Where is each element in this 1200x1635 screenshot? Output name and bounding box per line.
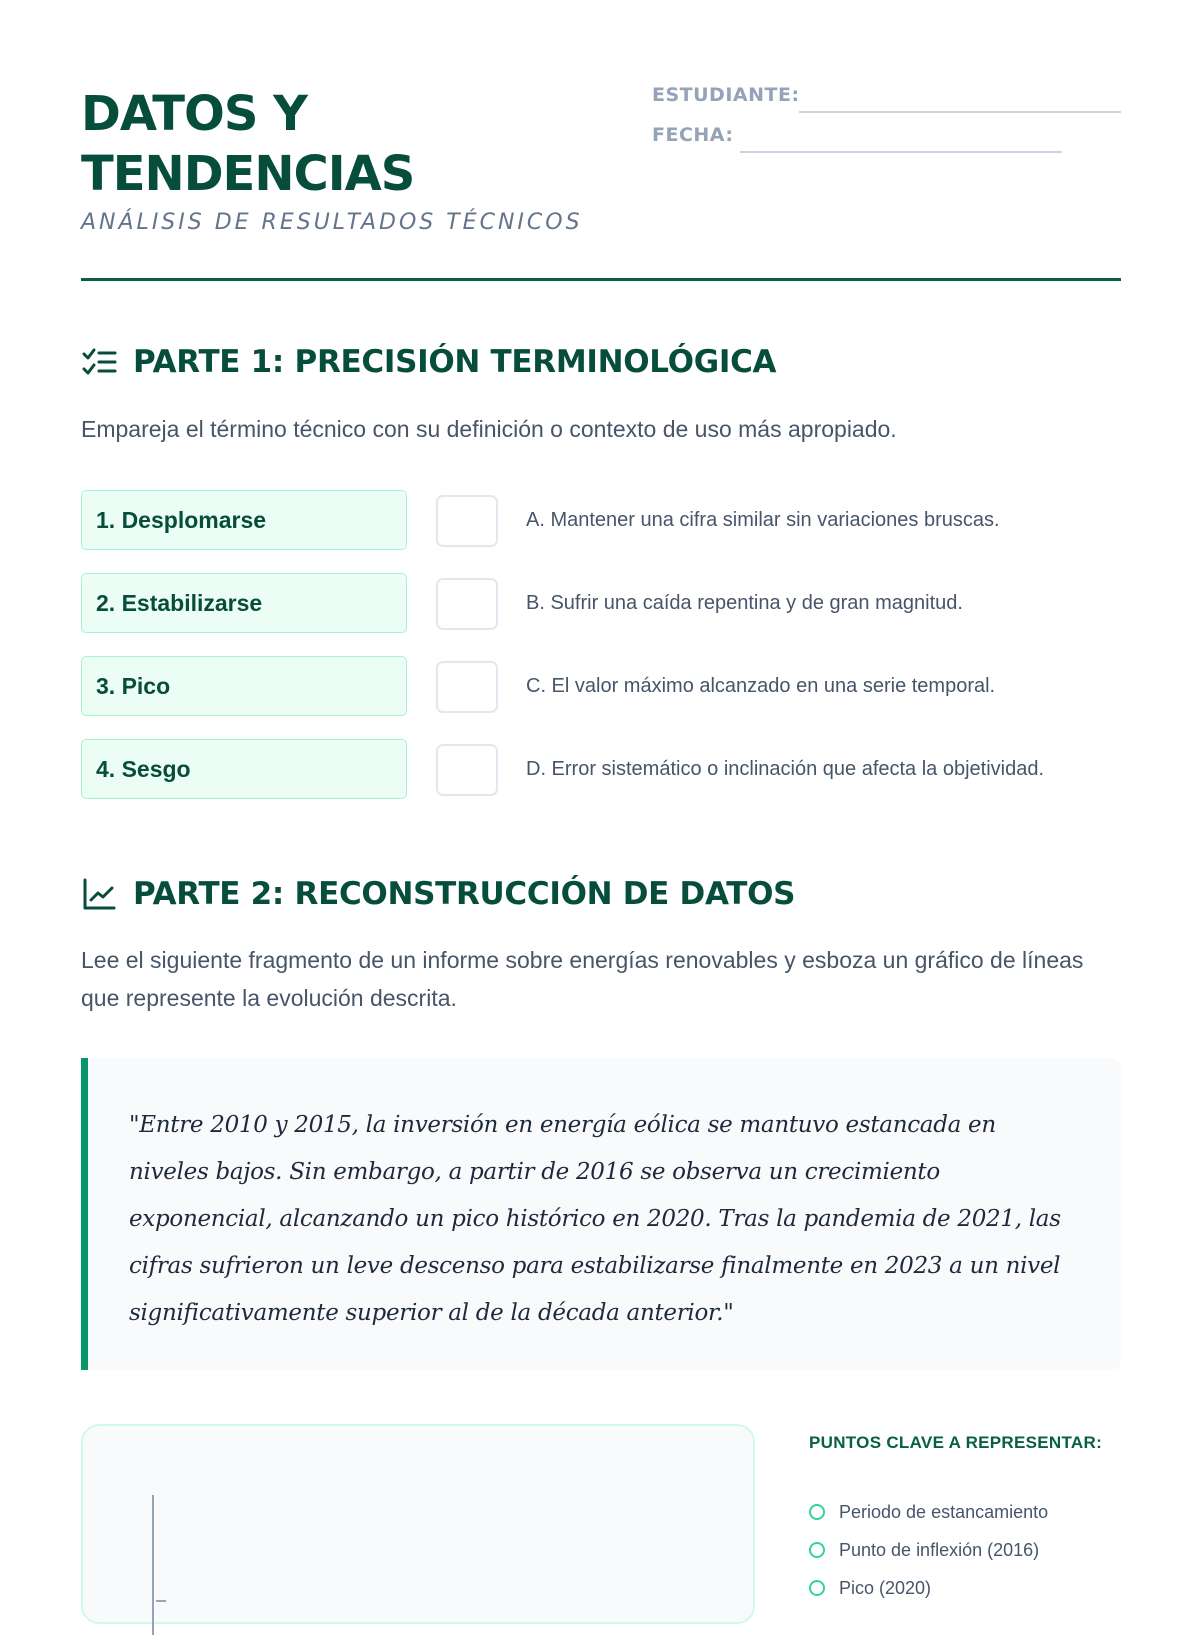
date-field[interactable]: [740, 151, 1062, 153]
circle-icon[interactable]: [809, 1504, 825, 1520]
part1-instructions: Empareja el término técnico con su definición o contexto de uso más apropiado.: [81, 416, 897, 442]
match-row: [81, 573, 1121, 635]
page-title: [81, 84, 414, 204]
key-points-title: PUNTOS CLAVE A REPRESENTAR:: [809, 1433, 1103, 1452]
y-axis-tick: [156, 1600, 166, 1602]
part1-heading: [81, 342, 776, 382]
term-label: 3. Pico: [81, 656, 407, 716]
date-row: [652, 124, 1121, 164]
date-label: FECHA:: [652, 124, 734, 146]
term-label: 1. Desplomarse: [81, 490, 407, 550]
key-point-label: Pico (2020): [839, 1577, 932, 1598]
student-label: ESTUDIANTE:: [652, 84, 800, 106]
title-line-2: TENDENCIAS: [81, 146, 415, 202]
student-name-field[interactable]: [799, 111, 1121, 113]
definition-text: A. Mantener una cifra similar sin variaciones bruscas.: [526, 509, 1000, 531]
match-row: [81, 490, 1121, 552]
part2-title: PARTE 2: RECONSTRUCCIÓN DE DATOS: [133, 876, 796, 912]
title-line-1: DATOS Y: [81, 86, 307, 142]
part2-heading: [81, 874, 795, 914]
answer-box[interactable]: [436, 578, 498, 630]
definition-text: B. Sufrir una caída repentina y de gran magnitud.: [526, 592, 963, 614]
definition-text: C. El valor máximo alcanzado en una serie temporal.: [526, 675, 996, 697]
circle-icon[interactable]: [809, 1580, 825, 1596]
key-points-panel: [809, 1433, 1129, 1598]
student-row: [652, 84, 1121, 124]
checklist-icon: [81, 344, 117, 380]
match-row: [81, 739, 1121, 801]
y-axis-line: [152, 1495, 154, 1635]
key-points-list: [809, 1493, 1048, 1607]
term-label: 2. Estabilizarse: [81, 573, 407, 633]
key-point-label: Punto de inflexión (2016): [839, 1539, 1040, 1560]
quote-text: "Entre 2010 y 2015, la inversión en energía eólica se mantuvo estancada en niveles bajos. Sin embargo, a partir de 2016 se observa un crecimiento exponencial, alcanzando un pico histórico en 2020. Tras la pandemia de 2021, las cifras sufrieron un leve descenso para estabilizarse finalmente en 2023 a un nivel significativamente superior al de la década anterior.": [129, 1112, 1061, 1326]
page-subtitle: ANÁLISIS DE RESULTADOS TÉCNICOS: [81, 210, 583, 235]
report-quote: [81, 1058, 1121, 1370]
part2-instructions: Lee el siguiente fragmento de un informe sobre energías renovables y esboza un gráfico de líneas que represente la evolución descrita.: [81, 947, 1084, 1011]
sketch-area[interactable]: [81, 1424, 755, 1624]
match-row: [81, 656, 1121, 718]
part1-title: PARTE 1: PRECISIÓN TERMINOLÓGICA: [133, 344, 777, 380]
definition-text: D. Error sistemático o inclinación que afecta la objetividad.: [526, 758, 1045, 780]
key-point-label: Periodo de estancamiento: [839, 1501, 1049, 1522]
answer-box[interactable]: [436, 744, 498, 796]
circle-icon[interactable]: [809, 1542, 825, 1558]
term-label: 4. Sesgo: [81, 739, 407, 799]
key-point-item: [809, 1493, 1048, 1531]
answer-box[interactable]: [436, 661, 498, 713]
worksheet-page: [81, 0, 1121, 1600]
line-chart-icon: [81, 876, 117, 912]
answer-box[interactable]: [436, 495, 498, 547]
key-point-item: [809, 1569, 1048, 1607]
header-divider: [81, 278, 1121, 281]
key-point-item: [809, 1531, 1048, 1569]
student-info: [652, 84, 1121, 164]
